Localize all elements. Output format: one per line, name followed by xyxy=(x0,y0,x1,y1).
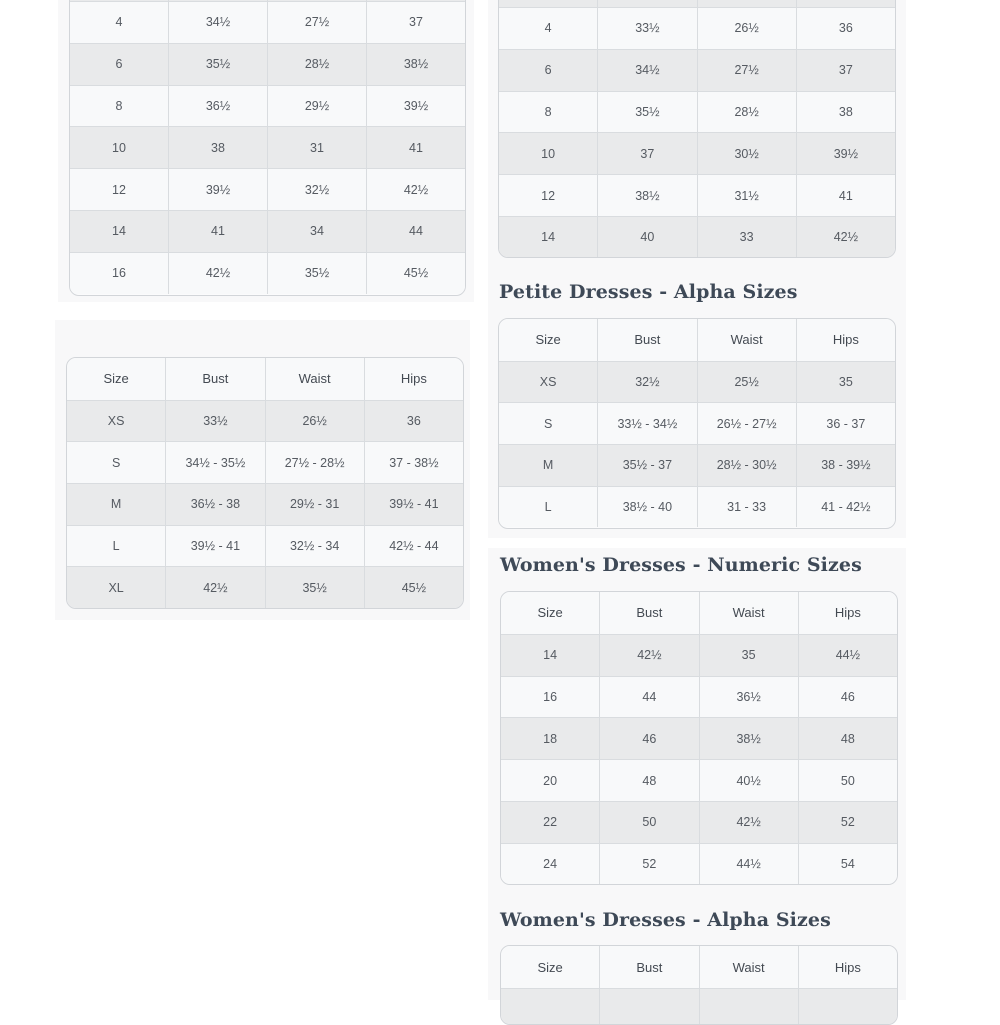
table-cell: 10 xyxy=(541,146,556,161)
table-row xyxy=(501,634,897,676)
table-cell: 10 xyxy=(112,140,126,155)
table-cell: 36 xyxy=(364,401,463,442)
table-row xyxy=(67,483,463,525)
table-cell: 50 xyxy=(599,802,698,843)
table-cell: 14 xyxy=(543,648,558,663)
table-cell: Hips xyxy=(364,358,463,400)
table-cell: 31½ xyxy=(697,175,796,216)
table-cell xyxy=(699,989,798,1025)
table-cell: 28½ - 30½ xyxy=(697,445,796,486)
table-cell: 38 - 39½ xyxy=(796,445,895,486)
table-cell: 6 xyxy=(115,57,123,72)
table-row xyxy=(501,676,897,718)
table-cell: 33 xyxy=(697,217,796,258)
table-cell: 38½ - 40 xyxy=(597,487,696,528)
table-cell: 41 xyxy=(168,211,267,252)
table-cell xyxy=(599,989,698,1025)
table-cell: 39½ xyxy=(796,133,895,174)
table-cell: Waist xyxy=(699,946,798,988)
table-cell: 37 xyxy=(796,50,895,91)
table-row xyxy=(70,210,465,252)
table-cell: 31 - 33 xyxy=(697,487,796,528)
table-cell: 8 xyxy=(115,98,123,113)
table-row-cropped xyxy=(501,988,897,1025)
table-cell: Waist xyxy=(697,319,796,361)
table-cell: 39½ - 41 xyxy=(364,484,463,525)
table-cell xyxy=(168,0,267,1)
table-row xyxy=(499,49,895,91)
table-cell: 37 xyxy=(597,133,696,174)
table-cell: 4 xyxy=(544,21,552,36)
table-cell: Waist xyxy=(265,358,364,400)
table-cell: 34 xyxy=(267,211,366,252)
table-cell: 39½ xyxy=(366,86,465,127)
womens-alpha-sizes-title: Women's Dresses - Alpha Sizes xyxy=(500,909,831,931)
table-row xyxy=(67,441,463,483)
table-cell: 44½ xyxy=(798,635,897,676)
table-cell: S xyxy=(543,416,553,431)
table-row xyxy=(501,801,897,843)
size-table-petite-alpha xyxy=(498,318,896,529)
table-cell: 39½ xyxy=(168,169,267,210)
table-row xyxy=(67,400,463,442)
table-cell: 34½ - 35½ xyxy=(165,442,264,483)
table-cell: Waist xyxy=(699,592,798,634)
table-cell: 29½ - 31 xyxy=(265,484,364,525)
table-cell: M xyxy=(542,458,554,473)
table-cell: 6 xyxy=(544,63,552,78)
table-cell: 36 xyxy=(796,8,895,49)
table-cell: 34½ xyxy=(168,2,267,43)
table-cell: 38½ xyxy=(366,44,465,85)
table-row xyxy=(67,525,463,567)
table-cell xyxy=(267,0,366,1)
table-cell: Size xyxy=(537,605,563,621)
table-cell: 42½ xyxy=(165,567,264,608)
table-cell: Bust xyxy=(599,592,698,634)
table-cell: 22 xyxy=(543,815,558,830)
table-cell: 32½ - 34 xyxy=(265,526,364,567)
table-cell: Hips xyxy=(798,946,897,988)
table-cell: 41 xyxy=(366,127,465,168)
table-cell: 12 xyxy=(112,182,126,197)
table-cell: L xyxy=(112,539,120,554)
table-cell: 45½ xyxy=(366,253,465,294)
table-cell: Bust xyxy=(165,358,264,400)
petite-alpha-sizes-title: Petite Dresses - Alpha Sizes xyxy=(499,281,798,303)
table-cell: 16 xyxy=(543,689,558,704)
table-cell: 20 xyxy=(543,773,558,788)
size-table-womens-numeric xyxy=(500,591,898,885)
table-cell: 4 xyxy=(115,15,123,30)
table-cell: XL xyxy=(108,580,124,595)
table-cell: 40½ xyxy=(699,760,798,801)
table-cell: 45½ xyxy=(364,567,463,608)
table-cell: Bust xyxy=(597,319,696,361)
table-cell: S xyxy=(111,455,121,470)
table-row xyxy=(70,252,465,294)
table-cell: 27½ xyxy=(697,50,796,91)
table-cell: M xyxy=(110,497,122,512)
table-cell: 42½ xyxy=(366,169,465,210)
size-table-womens-alpha xyxy=(500,945,898,1025)
womens-numeric-sizes-title: Women's Dresses - Numeric Sizes xyxy=(500,554,862,576)
table-cell: 27½ - 28½ xyxy=(265,442,364,483)
table-cell: 26½ xyxy=(265,401,364,442)
table-row xyxy=(499,7,895,49)
table-cell: 33½ xyxy=(165,401,264,442)
table-cell: 37 xyxy=(366,2,465,43)
table-row xyxy=(70,85,465,127)
table-cell: 44 xyxy=(599,677,698,718)
table-row xyxy=(499,402,895,444)
table-cell xyxy=(70,0,168,1)
table-cell: 29½ xyxy=(267,86,366,127)
table-row xyxy=(499,91,895,133)
table-cell: 46 xyxy=(599,718,698,759)
table-cell: 18 xyxy=(543,731,558,746)
table-row-cropped xyxy=(499,0,895,7)
table-cell: Hips xyxy=(798,592,897,634)
table-cell: 33½ xyxy=(597,8,696,49)
size-table-petite-numeric xyxy=(498,0,896,258)
table-cell xyxy=(798,989,897,1025)
table-cell xyxy=(501,989,599,1025)
table-cell: 12 xyxy=(541,188,556,203)
table-cell: 38 xyxy=(796,92,895,133)
table-row xyxy=(70,168,465,210)
table-cell: 40 xyxy=(597,217,696,258)
table-cell: 54 xyxy=(798,844,897,885)
table-row xyxy=(501,843,897,885)
table-row xyxy=(67,566,463,608)
table-cell: 16 xyxy=(112,266,126,281)
table-cell: 32½ xyxy=(597,362,696,403)
table-cell: 38 xyxy=(168,127,267,168)
table-cell xyxy=(499,0,597,7)
table-cell: 42½ xyxy=(599,635,698,676)
table-cell: 8 xyxy=(544,104,552,119)
table-cell: 35½ xyxy=(265,567,364,608)
table-cell xyxy=(366,0,465,1)
table-cell: 42½ xyxy=(796,217,895,258)
table-cell: 39½ - 41 xyxy=(165,526,264,567)
table-cell: 34½ xyxy=(597,50,696,91)
table-cell: XS xyxy=(539,375,557,390)
table-row xyxy=(70,43,465,85)
table-row xyxy=(501,717,897,759)
table-cell: 31 xyxy=(267,127,366,168)
table-row xyxy=(499,216,895,258)
table-cell: 42½ - 44 xyxy=(364,526,463,567)
table-cell: 35½ xyxy=(168,44,267,85)
table-cell: Hips xyxy=(796,319,895,361)
table-cell: 42½ xyxy=(168,253,267,294)
table-cell: 41 xyxy=(796,175,895,216)
table-row xyxy=(501,592,897,634)
table-cell: 14 xyxy=(112,224,126,239)
size-table-left-alpha xyxy=(66,357,464,609)
table-row xyxy=(70,1,465,43)
table-cell: 28½ xyxy=(697,92,796,133)
table-cell: Size xyxy=(535,332,561,348)
table-cell: 37 - 38½ xyxy=(364,442,463,483)
table-row xyxy=(499,486,895,528)
table-cell: 42½ xyxy=(699,802,798,843)
table-cell: 35 xyxy=(699,635,798,676)
table-cell: 46 xyxy=(798,677,897,718)
table-cell: Size xyxy=(103,371,129,387)
table-cell: 38½ xyxy=(597,175,696,216)
table-cell: 36 - 37 xyxy=(796,403,895,444)
table-cell: XS xyxy=(107,414,125,429)
table-cell: 14 xyxy=(541,230,556,245)
table-cell: 33½ - 34½ xyxy=(597,403,696,444)
table-cell: 44 xyxy=(366,211,465,252)
table-cell: 36½ - 38 xyxy=(165,484,264,525)
table-cell: 41 - 42½ xyxy=(796,487,895,528)
table-cell: 52 xyxy=(798,802,897,843)
table-row xyxy=(499,444,895,486)
table-cell: 30½ xyxy=(697,133,796,174)
table-cell: 44½ xyxy=(699,844,798,885)
table-row xyxy=(501,946,897,988)
table-cell: 27½ xyxy=(267,2,366,43)
table-row xyxy=(499,174,895,216)
table-cell xyxy=(597,0,696,7)
table-cell: 35½ - 37 xyxy=(597,445,696,486)
table-cell: 48 xyxy=(798,718,897,759)
table-row xyxy=(501,759,897,801)
table-row xyxy=(70,126,465,168)
table-row-cropped xyxy=(70,0,465,1)
table-row xyxy=(67,358,463,400)
table-cell: Size xyxy=(537,959,563,975)
table-cell: Bust xyxy=(599,946,698,988)
table-cell: 25½ xyxy=(697,362,796,403)
table-cell: L xyxy=(544,500,552,515)
table-row xyxy=(499,319,895,361)
table-row xyxy=(499,132,895,174)
table-cell: 24 xyxy=(543,857,558,872)
table-cell: 26½ xyxy=(697,8,796,49)
table-row xyxy=(499,361,895,403)
table-cell: 32½ xyxy=(267,169,366,210)
table-cell xyxy=(697,0,796,7)
size-table-left-numeric xyxy=(69,0,466,296)
table-cell: 35 xyxy=(796,362,895,403)
table-cell: 28½ xyxy=(267,44,366,85)
table-cell: 36½ xyxy=(699,677,798,718)
table-cell: 38½ xyxy=(699,718,798,759)
table-cell xyxy=(796,0,895,7)
table-cell: 26½ - 27½ xyxy=(697,403,796,444)
table-cell: 35½ xyxy=(597,92,696,133)
table-cell: 48 xyxy=(599,760,698,801)
table-cell: 35½ xyxy=(267,253,366,294)
table-cell: 50 xyxy=(798,760,897,801)
table-cell: 52 xyxy=(599,844,698,885)
table-cell: 36½ xyxy=(168,86,267,127)
